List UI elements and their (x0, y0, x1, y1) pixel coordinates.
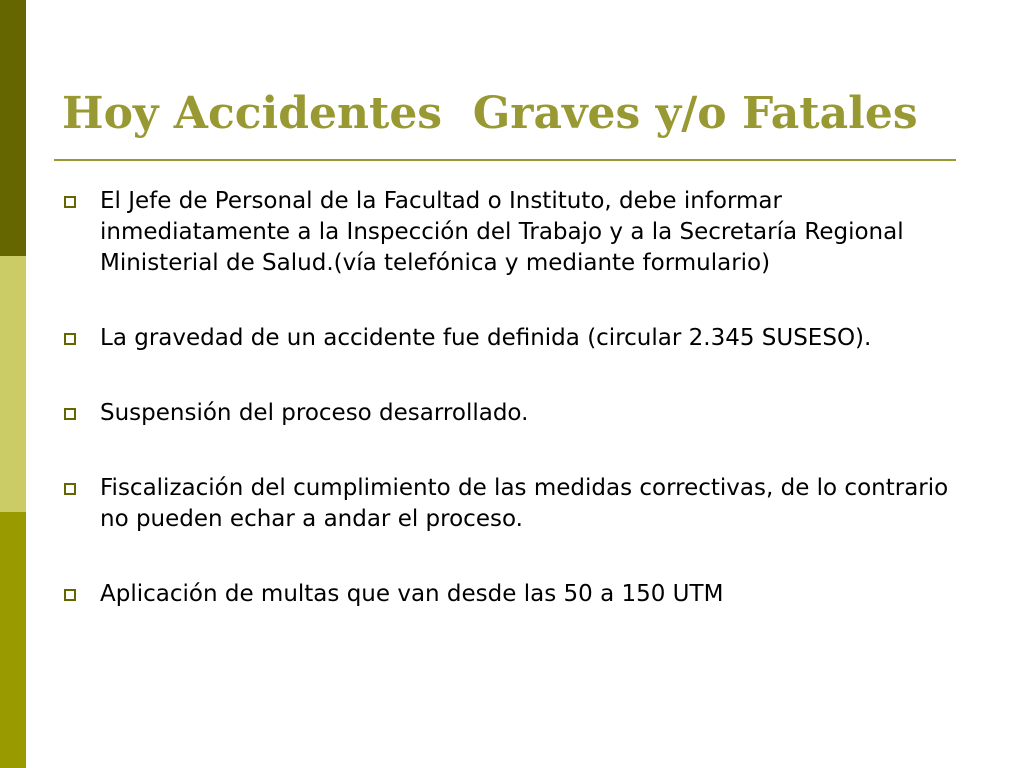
bullet-text: Aplicación de multas que van desde las 50 a 150 UTM (100, 581, 724, 607)
slide-title: Hoy Accidentes Graves y/o Fatales (62, 88, 918, 139)
bullet-item (62, 473, 962, 535)
hollow-square-bullet-icon (64, 196, 76, 208)
bullet-text: La gravedad de un accidente fue definida (circular 2.345 SUSESO). (100, 325, 872, 351)
hollow-square-bullet-icon (64, 408, 76, 420)
hollow-square-bullet-icon (64, 333, 76, 345)
bullet-item (62, 579, 962, 610)
accent-bar-bottom-segment (0, 512, 26, 768)
hollow-square-bullet-icon (64, 589, 76, 601)
accent-bar-middle-segment (0, 256, 26, 512)
bullet-text: El Jefe de Personal de la Facultad o Instituto, debe informar inmediatamente a la Inspección del Trabajo y a la Secretaría Regional Ministerial de Salud.(vía telefónica y mediante formulario) (100, 188, 904, 276)
bullet-item (62, 186, 962, 279)
title-underline-divider (54, 159, 956, 161)
bullet-item (62, 398, 962, 429)
bullet-list (62, 186, 962, 654)
accent-bar-top-segment (0, 0, 26, 256)
bullet-text: Fiscalización del cumplimiento de las medidas correctivas, de lo contrario no pueden echar a andar el proceso. (100, 475, 949, 532)
bullet-text: Suspensión del proceso desarrollado. (100, 400, 529, 426)
hollow-square-bullet-icon (64, 483, 76, 495)
left-accent-bar (0, 0, 26, 768)
bullet-item (62, 323, 962, 354)
